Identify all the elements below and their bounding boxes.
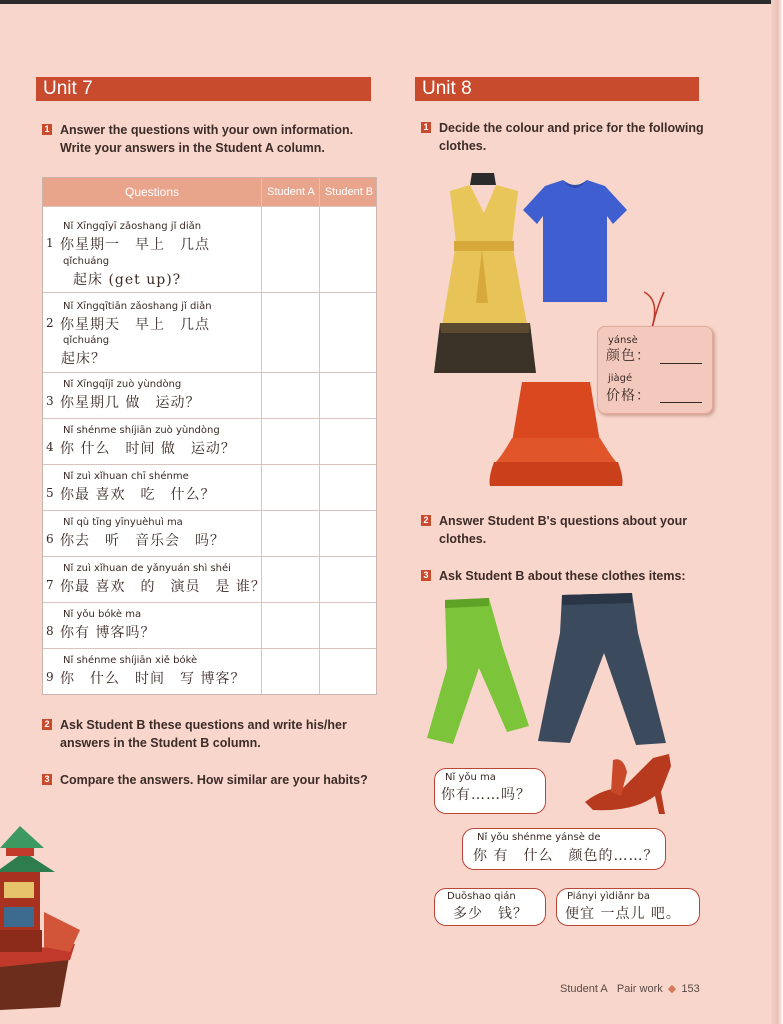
unit7-task1: [42, 121, 372, 157]
red-shoe-image: [583, 752, 673, 818]
unit7-task2: [42, 716, 372, 752]
row-pinyin: qǐchuáng: [63, 256, 110, 267]
price-label: 价格：: [606, 388, 651, 404]
bubble-pinyin: Piányi yìdiǎnr ba: [567, 891, 650, 902]
page-binding-edge: [771, 0, 783, 1024]
chinese-boat-illustration: [0, 812, 80, 1012]
table-row: [43, 418, 376, 465]
table-row: [43, 372, 376, 419]
row-pinyin: Nǐ zuì xǐhuan chī shénme: [63, 471, 189, 482]
task-number: 3: [42, 774, 52, 785]
questions-table: [42, 177, 377, 695]
task-number: 1: [421, 122, 431, 133]
row-number: 5: [46, 486, 54, 500]
table-row: [43, 648, 376, 695]
yellow-dress-image: [432, 173, 537, 378]
task-number: 2: [42, 719, 52, 730]
price-blank: [660, 402, 702, 403]
table-row: [43, 602, 376, 649]
table-row: [43, 292, 376, 373]
row-hanzi: 起床 (get up)?: [73, 272, 182, 288]
speech-bubble-2: [462, 828, 666, 870]
bubble-hanzi: 便宜 一点儿 吧。: [565, 906, 681, 922]
row-hanzi: 你有 博客吗？: [60, 625, 156, 641]
page-number: 153: [681, 983, 700, 995]
row-hanzi: 你 什么 时间 写 博客？: [60, 671, 246, 687]
task-text-line2: clothes.: [439, 139, 487, 153]
diamond-icon: ◆: [667, 983, 677, 995]
price-pinyin: jiàgé: [608, 373, 633, 384]
task-text-line2: clothes.: [439, 532, 487, 546]
row-number: 4: [46, 440, 54, 454]
row-pinyin: qǐchuáng: [63, 335, 110, 346]
row-hanzi: 你最 喜欢 的 演员 是 谁？: [60, 579, 266, 595]
row-hanzi: 起床？: [61, 351, 106, 367]
row-hanzi: 你去 听 音乐会 吗？: [60, 533, 225, 549]
row-hanzi: 你星期一 早上 几点: [60, 237, 210, 253]
row-hanzi: 你星期几 做 运动？: [60, 395, 201, 411]
table-row: [43, 510, 376, 557]
task-number: 2: [421, 515, 431, 526]
row-number: 7: [46, 578, 54, 592]
bubble-pinyin: Nǐ yǒu ma: [445, 772, 496, 783]
task-text-line1: Ask Student B these questions and write his/her: [60, 718, 347, 732]
row-number: 6: [46, 532, 54, 546]
blue-tshirt-image: [523, 180, 627, 304]
speech-bubble-4: [556, 888, 700, 926]
task-text-line1: Answer Student B's questions about your: [439, 514, 688, 528]
footer-label: Pair work: [616, 983, 663, 995]
row-pinyin: Nǐ qù tīng yīnyuèhuì ma: [63, 517, 183, 528]
row-pinyin: Nǐ Xīngqījǐ zuò yùndòng: [63, 379, 182, 390]
page-footer: [560, 982, 700, 995]
task-text-line1: Decide the colour and price for the following: [439, 121, 704, 135]
speech-bubble-1: [434, 768, 546, 814]
row-number: 8: [46, 624, 54, 638]
row-hanzi: 你 什么 时间 做 运动？: [60, 441, 236, 457]
row-hanzi: 你星期天 早上 几点: [60, 317, 210, 333]
bubble-hanzi: 你 有 什么 颜色的……？: [473, 848, 659, 864]
table-row: [43, 206, 376, 293]
colour-label: 颜色：: [606, 348, 651, 364]
bubble-hanzi: 多少 钱？: [453, 906, 528, 922]
table-row: [43, 556, 376, 603]
header-student-a: Student A: [267, 186, 315, 198]
row-pinyin: Nǐ Xīngqītiān zǎoshang jǐ diǎn: [63, 301, 212, 312]
green-trousers-image: [425, 598, 531, 746]
task-text-line1: Answer the questions with your own information.: [60, 123, 354, 137]
speech-bubble-3: [434, 888, 546, 926]
row-hanzi: 你最 喜欢 吃 什么？: [60, 487, 216, 503]
bubble-pinyin: Nǐ yǒu shénme yánsè de: [477, 832, 601, 843]
task-text-line1: Compare the answers. How similar are your habits?: [60, 773, 368, 787]
unit7-title: Unit 7: [36, 77, 371, 101]
row-number: 9: [46, 670, 54, 684]
tag-string: [640, 290, 668, 330]
page-top-edge: [0, 0, 783, 4]
jeans-image: [536, 593, 668, 745]
bubble-hanzi: 你有……吗？: [441, 787, 531, 803]
row-number: 3: [46, 394, 54, 408]
unit8-task3: [421, 567, 711, 585]
unit7-task3: [42, 771, 372, 789]
row-pinyin: Nǐ yǒu bókè ma: [63, 609, 142, 620]
task-text-line2: Write your answers in the Student A column.: [60, 141, 325, 155]
table-row: [43, 464, 376, 511]
colour-blank: [660, 363, 702, 364]
row-pinyin: Nǐ zuì xǐhuan de yǎnyuán shì shéi: [63, 563, 231, 574]
task-text-line2: answers in the Student B column.: [60, 736, 261, 750]
row-pinyin: Nǐ shénme shíjiān zuò yùndòng: [63, 425, 220, 436]
row-number: 1: [46, 236, 54, 250]
unit8-task2: [421, 512, 711, 548]
row-number: 2: [46, 316, 54, 330]
task-text-line1: Ask Student B about these clothes items:: [439, 569, 686, 583]
row-pinyin: Nǐ Xīngqīyī zǎoshang jǐ diǎn: [63, 221, 202, 232]
task-number: 1: [42, 124, 52, 135]
footer-section: Student A: [560, 983, 608, 995]
header-questions: Questions: [124, 185, 180, 199]
task-number: 3: [421, 570, 431, 581]
table-header: [43, 178, 376, 206]
bubble-pinyin: Duōshao qián: [447, 891, 516, 902]
colour-pinyin: yánsè: [608, 335, 638, 346]
red-skirt-image: [488, 382, 624, 488]
row-pinyin: Nǐ shénme shíjiān xiě bókè: [63, 655, 198, 666]
unit8-title: Unit 8: [415, 77, 699, 101]
unit8-task1: [421, 119, 711, 155]
header-student-b: Student B: [324, 186, 374, 198]
